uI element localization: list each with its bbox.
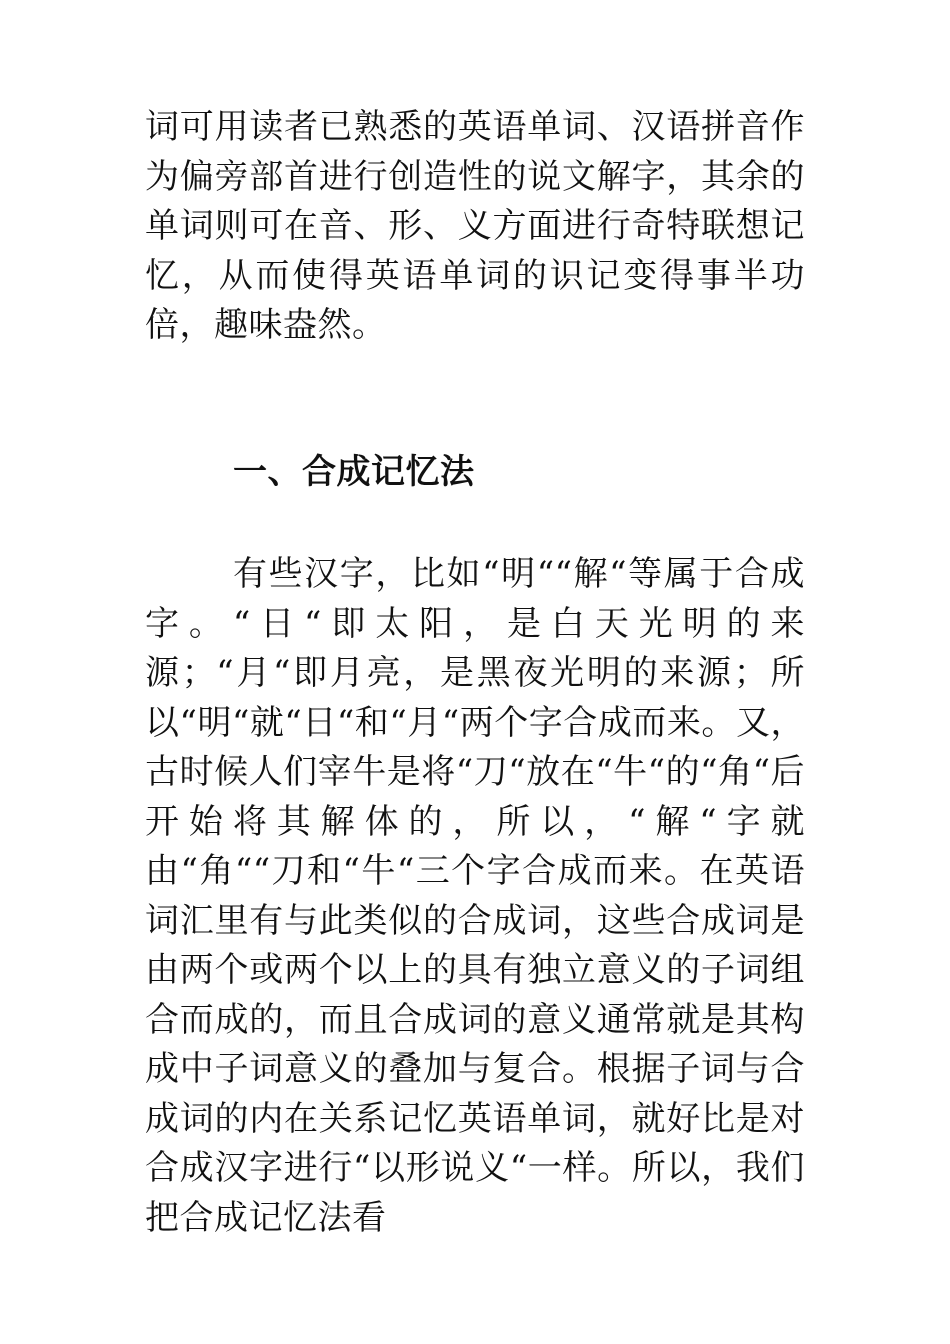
intro-paragraph: 词可用读者已熟悉的英语单词、汉语拼音作为偏旁部首进行创造性的说文解字，其余的单词则可在音、形、义方面进行奇特联想记忆，从而使得英语单词的识记变得事半功倍，趣味盎然。 [145,107,805,345]
section-paragraph: 有些汉字，比如“明““解“等属于合成字。“日“即太阳，是白天光明的来源；“月“即月亮，是黑夜光明的来源；所以“明“就“日“和“月“两个字合成而来。又，古时候人们宰牛是将“刀“放在“牛“的“角“后开始将其解体的，所以，“解“字就由“角““刀和“牛“三个字合成而来。在英语词汇里有与此类似的合成词，这些合成词是由两个或两个以上的具有独立意义的子词组合而成的，而且合成词的意义通常就是其构成中子词意义的叠加与复合。根据子词与合成词的内在关系记忆英语单词，就好比是对合成汉字进行“以形说义“一样。所以，我们把合成记忆法看 [145,554,805,1238]
section-heading: 一、合成记忆法 [233,452,475,492]
